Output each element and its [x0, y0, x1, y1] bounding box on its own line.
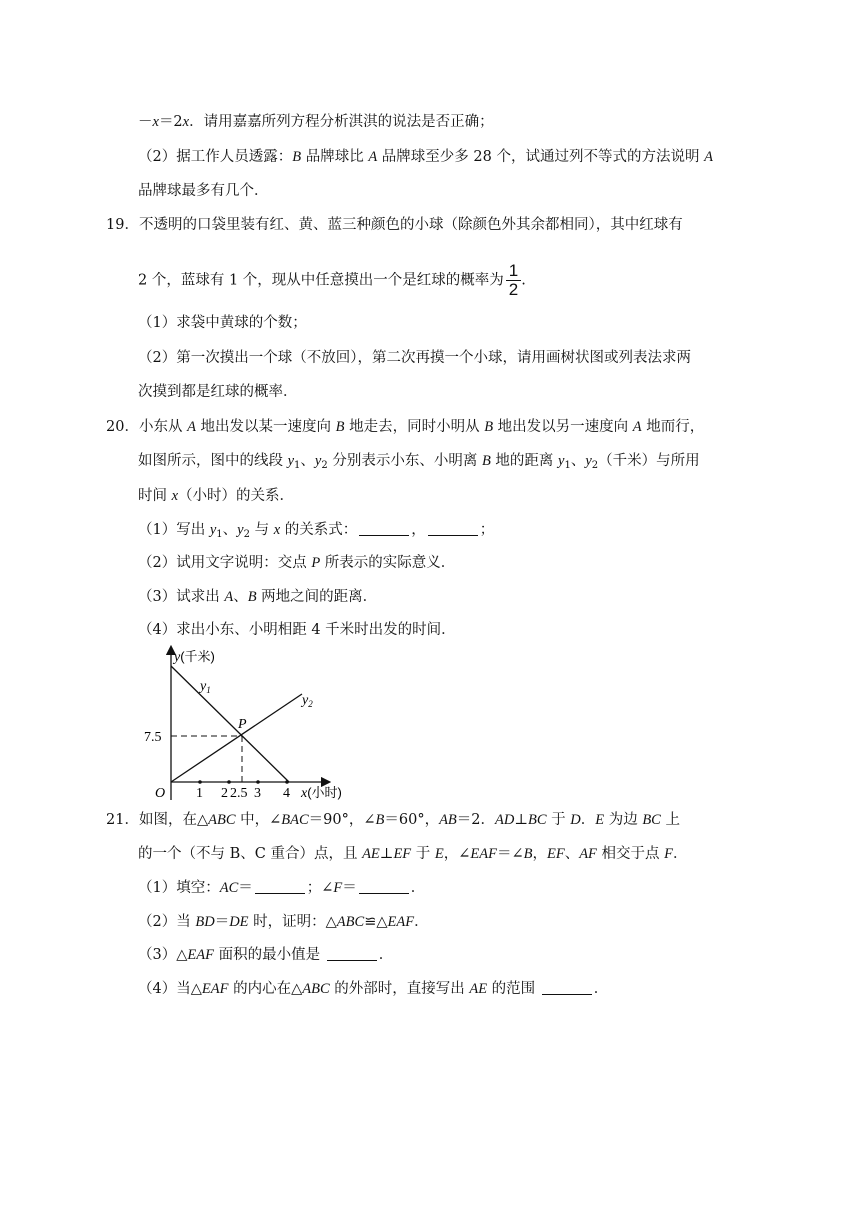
q20-stem: 20．小东从 A 地出发以某一速度向 B 地走去，同时小明从 B 地出发以另一速度向 A 地而行，	[106, 419, 705, 435]
distance-time-graph	[130, 640, 360, 808]
q21-part3: （3）△EAF 面积的最小值是 ．	[138, 947, 394, 963]
q21-part2: （2）当 BD＝DE 时，证明：△ABC≌△EAF．	[138, 914, 429, 930]
answer-blank[interactable]	[255, 879, 305, 894]
q19-part2: （2）第一次摸出一个球（不放回），第二次再摸一个小球，请用画树状图或列表法求两	[138, 350, 691, 366]
x-tick-1: 1	[196, 786, 203, 801]
tick-dot-1	[198, 780, 202, 784]
q19-stem: 19．不透明的口袋里装有红、黄、蓝三种颜色的小球（除颜色外其余都相同），其中红球有	[106, 217, 683, 233]
q19-stem-cont: 2 个，蓝球有 1 个，现从中任意摸出一个是红球的概率为 $\frac{1}{2}$ .	[138, 261, 526, 299]
q21-part1: （1）填空：AC＝ ；∠F＝ ．	[138, 880, 426, 896]
point-p-label: P	[238, 717, 247, 732]
y2-label: $y_2$	[302, 693, 313, 709]
q20-part1: （1）写出 $y_1$、$y_2$ 与 x 的关系式： ， ；	[138, 522, 495, 540]
tick-dot-3	[256, 780, 260, 784]
answer-blank[interactable]	[359, 879, 409, 894]
x-tick-2: 2	[221, 786, 228, 801]
q18-part2-cont: 品牌球最多有几个．	[138, 183, 269, 199]
x-axis-label: x(小时)	[301, 785, 342, 801]
origin-label: O	[155, 786, 166, 801]
q21-part4: （4）当△EAF 的内心在△ABC 的外部时，直接写出 AE 的范围 ．	[138, 981, 609, 997]
q20-part4: （4）求出小东、小明相距 4 千米时出发的时间．	[138, 622, 456, 638]
y1-label: $y_1$	[200, 679, 211, 695]
x-tick-3: 3	[254, 786, 261, 801]
line-y2	[171, 694, 302, 782]
q20-part2: （2）试用文字说明：交点 P 所表示的实际意义．	[138, 555, 456, 571]
q21-stem-cont: 的一个（不与 B、C 重合）点，且 AE⊥EF 于 E，∠EAF＝∠B，EF、AF 相交于点 F．	[138, 846, 688, 862]
answer-blank[interactable]	[327, 946, 377, 961]
y-tick-7-5: 7.5	[144, 730, 162, 745]
q19-part1: （1）求袋中黄球的个数；	[138, 315, 307, 331]
tick-dot-4	[285, 780, 289, 784]
q20-stem-cont2: 时间 x（小时）的关系．	[138, 488, 295, 504]
answer-blank[interactable]	[359, 521, 409, 536]
answer-blank[interactable]	[542, 980, 592, 995]
q20-stem-cont: 如图所示，图中的线段 $y_1$、$y_2$ 分别表示小东、小明离 B 地的距离 $y_1$、$y_2$（千米）与所用	[138, 453, 700, 471]
q19-part2-cont: 次摸到都是红球的概率．	[138, 384, 298, 400]
q21-stem: 21．如图，在△ABC 中，∠BAC＝90°，∠B＝60°，AB＝2．AD⊥BC 于 D．E 为边 BC 上	[106, 812, 680, 828]
q18-part2: （2）据工作人员透露：B 品牌球比 A 品牌球至少多 28 个，试通过列不等式的方法说明 A	[138, 149, 713, 165]
tick-dot-2	[227, 780, 231, 784]
q20-part3: （3）试求出 A、B 两地之间的距离．	[138, 589, 378, 605]
fraction-one-half: $\frac{1}{2}$	[506, 262, 521, 299]
x-tick-2-5: 2.5	[230, 786, 248, 801]
line-eq-continuation: －x＝2x．请用嘉嘉所列方程分析淇淇的说法是否正确；	[138, 114, 494, 130]
line-y1	[171, 666, 289, 782]
answer-blank[interactable]	[428, 521, 478, 536]
y-axis-label: y(千米)	[174, 649, 215, 665]
x-tick-4: 4	[283, 786, 290, 801]
